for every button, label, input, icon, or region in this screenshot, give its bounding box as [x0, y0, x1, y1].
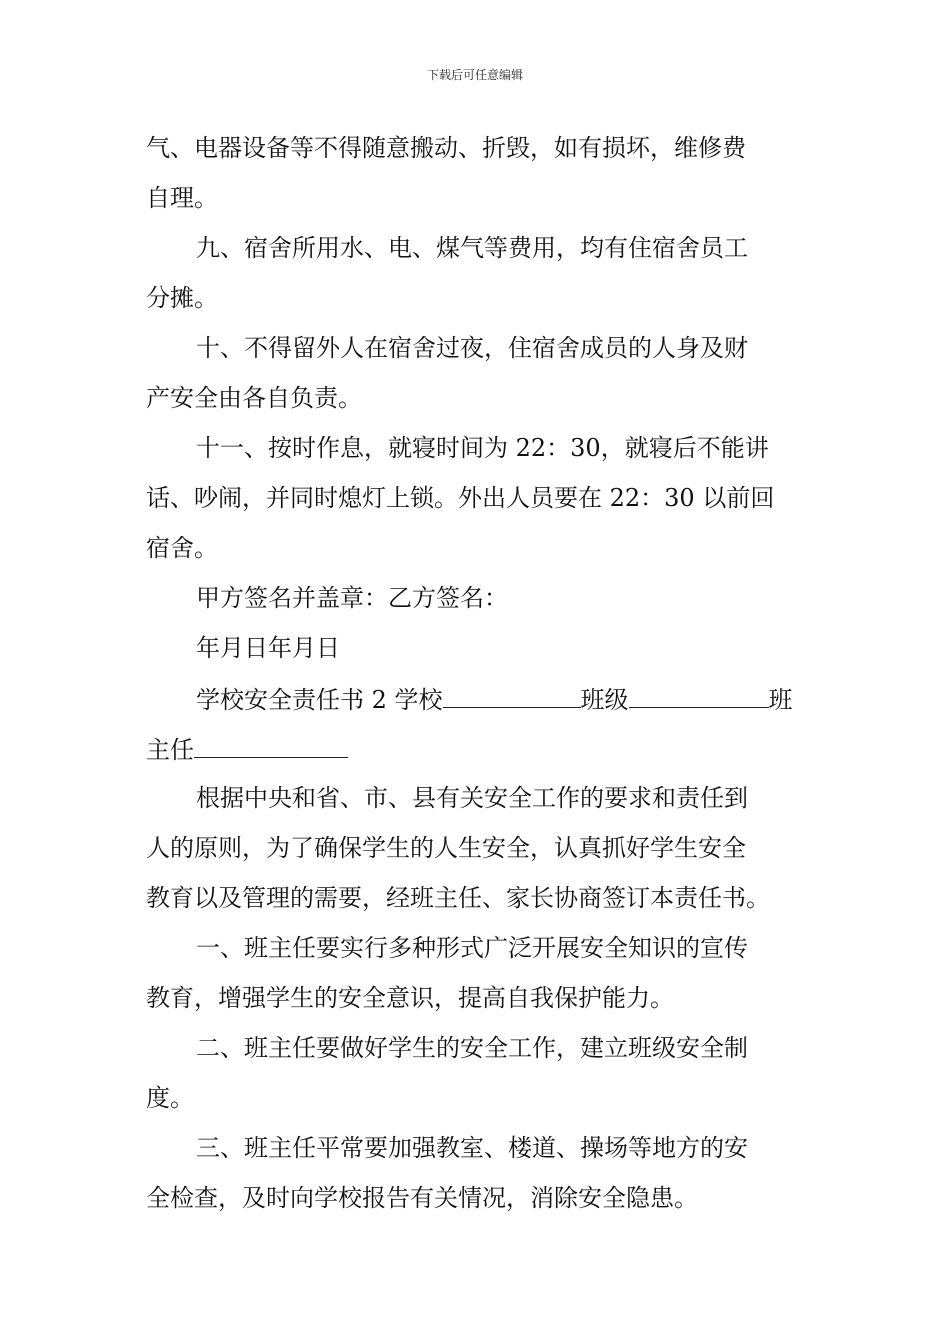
paragraph-line: 宿舍。	[146, 534, 218, 562]
class-label: 班级	[580, 686, 629, 714]
paragraph-line: 二、班主任要做好学生的安全工作，建立班级安全制	[196, 1034, 748, 1062]
teacher-label-start: 班	[768, 686, 793, 714]
paragraph-line: 教育，增强学生的安全意识，提高自我保护能力。	[146, 984, 674, 1012]
teacher-label-end: 主任	[146, 736, 194, 764]
form-title-text: 学校安全责任书 2 学校	[196, 686, 443, 714]
paragraph-line: 度。	[146, 1084, 194, 1112]
paragraph-line: 十一、按时作息，就寝时间为 22：30，就寝后不能讲	[196, 434, 769, 462]
paragraph-line: 十、不得留外人在宿舍过夜，住宿舍成员的人身及财	[196, 334, 748, 362]
paragraph-line: 自理。	[146, 184, 218, 212]
paragraph-line: 气、电器设备等不得随意搬动、折毁，如有损坏，维修费	[146, 134, 746, 162]
page-header: 下载后可任意编辑	[426, 68, 523, 82]
paragraph-line: 全检查，及时向学校报告有关情况，消除安全隐患。	[146, 1184, 698, 1212]
date-line: 年月日年月日	[196, 634, 340, 662]
class-blank	[629, 683, 769, 708]
form-title-line	[196, 683, 793, 715]
teacher-blank	[194, 733, 348, 758]
paragraph-line: 话、吵闹，并同时熄灯上锁。外出人员要在 22：30 以前回	[146, 484, 775, 512]
paragraph-line: 一、班主任要实行多种形式广泛开展安全知识的宣传	[196, 934, 748, 962]
paragraph-line: 教育以及管理的需要，经班主任、家长协商签订本责任书。	[146, 884, 770, 912]
paragraph-line: 分摊。	[146, 284, 218, 312]
paragraph-line: 九、宿舍所用水、电、煤气等费用，均有住宿舍员工	[196, 234, 748, 262]
paragraph-line: 产安全由各自负责。	[146, 384, 362, 412]
paragraph-line: 三、班主任平常要加强教室、楼道、操场等地方的安	[196, 1134, 748, 1162]
paragraph-line: 根据中央和省、市、县有关安全工作的要求和责任到	[196, 784, 748, 812]
teacher-line	[146, 733, 348, 765]
signature-line: 甲方签名并盖章：乙方签名：	[196, 584, 508, 612]
school-blank	[443, 683, 581, 708]
paragraph-line: 人的原则，为了确保学生的人生安全，认真抓好学生安全	[146, 834, 746, 862]
